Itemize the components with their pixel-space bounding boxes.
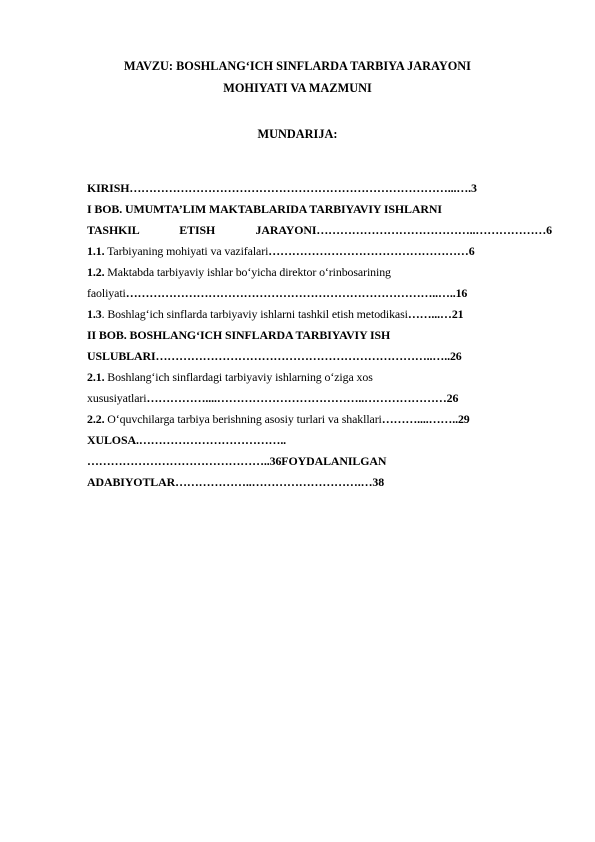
- toc-entry-leader-page: ……...…21: [407, 307, 464, 321]
- toc-entry-leader-page: ……………....………………………………..…………………26: [146, 391, 459, 405]
- toc-entry-text: . Boshlag‘ich sinflarda tarbiyaviy ishlarni tashkil etish metodikasi: [101, 307, 408, 321]
- toc-entry-2-2: [87, 409, 552, 430]
- toc-entry-text: USLUBLARI……………………………………………………………..…..26: [87, 349, 462, 363]
- document-title-line-2: MOHIYATI VA MAZMUNI: [223, 81, 372, 95]
- toc-entry-2-1-line-1: [87, 367, 552, 388]
- toc-entry-text: Boshlang‘ich sinflardagi tarbiyaviy ishlarning o‘ziga xos: [104, 370, 373, 384]
- toc-entry-number: 1.3: [87, 307, 102, 321]
- toc-entry-text: Maktabda tarbiyaviy ishlar bo‘yicha direktor o‘rinbosarining: [104, 265, 391, 279]
- toc-entry-text: ADABIYOTLAR………………..……………………….…38: [87, 475, 385, 489]
- toc-entry-number: 1.2.: [87, 265, 105, 279]
- toc-entry-chapter-1: [87, 220, 552, 241]
- toc-entry-number: 2.1.: [87, 370, 105, 384]
- toc-entry-text: O‘quvchilarga tarbiya berishning asosiy turlari va shakllari: [104, 412, 382, 426]
- toc-entry-number: 2.2.: [87, 412, 105, 426]
- toc-entry-kirish: [87, 178, 552, 199]
- toc-entry-text: Tarbiyaning mohiyati va vazifalari: [104, 244, 269, 258]
- toc-entry-leader-page: ……………………………………………………………………..…..16: [125, 286, 468, 300]
- toc-entry-leader-page: ………....……..29: [381, 412, 470, 426]
- toc-entry-text: ………………………………………..36FOYDALANILGAN: [87, 454, 387, 468]
- toc-entry-text: KIRISH………………………………………………………………………...….3: [87, 181, 477, 195]
- toc-entry-chapter-1-title: [87, 199, 552, 220]
- toc-entry-chapter-2-title: [87, 325, 552, 346]
- toc-entry-text: I BOB. UMUMTA’LIM MAKTABLARIDA TARBIYAVIY ISHLARNI: [87, 202, 442, 216]
- document-title-line-1: MAVZU: BOSHLANG‘ICH SINFLARDA TARBIYA JARAYONI: [124, 59, 471, 73]
- toc-entry-text: TASHKIL ETISH JARAYONI…………………………………..………………6: [87, 223, 552, 237]
- toc-entry-text: faoliyati: [87, 286, 126, 300]
- toc-entry-chapter-2: [87, 346, 552, 367]
- toc-entry-1-3: [87, 304, 552, 325]
- toc-entry-2-1-line-2: [87, 388, 552, 409]
- toc-entry-text: xususiyatlari: [87, 391, 147, 405]
- toc-entry-references: [87, 472, 552, 493]
- table-of-contents: [87, 178, 552, 493]
- toc-entry-1-1: [87, 241, 552, 262]
- contents-heading: MUNDARIJA:: [257, 127, 338, 141]
- toc-entry-1-2-line-2: [87, 283, 552, 304]
- toc-entry-xulosa: [87, 430, 552, 451]
- toc-entry-text: XULOSA.………………………………..: [87, 433, 287, 447]
- toc-entry-number: 1.1.: [87, 244, 105, 258]
- toc-entry-text: II BOB. BOSHLANG‘ICH SINFLARDA TARBIYAVIY ISH: [87, 328, 391, 342]
- toc-entry-xulosa-continued: [87, 451, 552, 472]
- toc-entry-leader-page: ……………………………………………6: [268, 244, 475, 258]
- toc-entry-1-2-line-1: [87, 262, 552, 283]
